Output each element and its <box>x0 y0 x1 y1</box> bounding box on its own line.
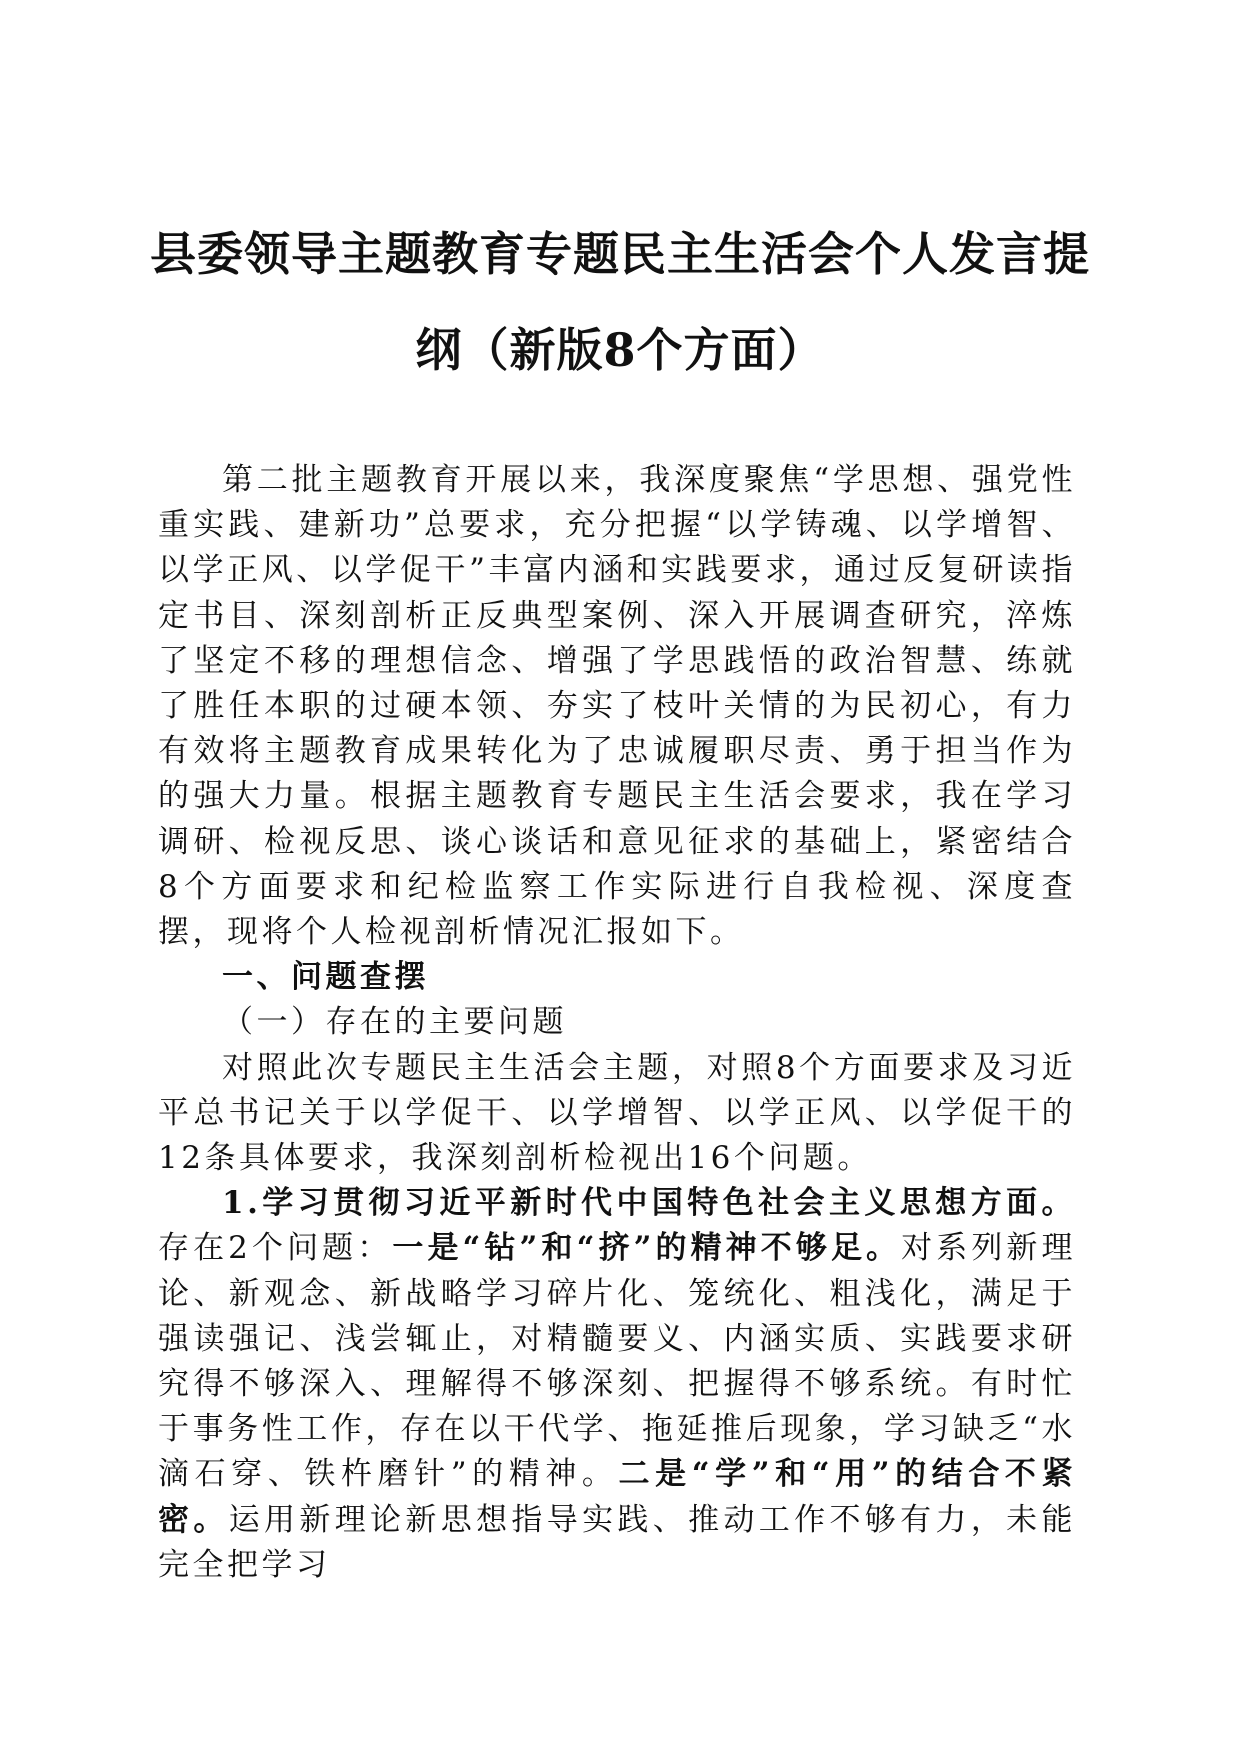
document-title-line-1: 县委领导主题教育专题民主生活会个人发言提 <box>150 227 1090 281</box>
subsection-heading-main-problems: （一）存在的主要问题 <box>222 1004 567 1041</box>
item-1-text-a: 存在2个问题： <box>158 1230 393 1267</box>
item-1-text-b: 对系列新理论、新观念、新战略学习碎片化、笼统化、粗浅化，满足于强读强记、浅尝辄止，对精髓要义、内涵实质、实践要求研究得不够深入、理解得不够深刻、把握得不够系统。有时忙于事务性工作，存在以干代学、拖延推后现象，学习缺乏“水滴石穿、铁杵磨针”的精神。 <box>158 1230 1077 1493</box>
item-1-paragraph <box>158 1181 1076 1588</box>
item-1-text-c: 运用新理论新思想指导实践、推动工作不够有力，未能完全把学习 <box>158 1501 1077 1583</box>
intro-paragraph: 第二批主题教育开展以来，我深度聚焦“学思想、强党性重实践、建新功”总要求，充分把握“以学铸魂、以学增智、以学正风、以学促干”丰富内涵和实践要求，通过反复研读指定书目、深刻剖析正反典型案例、深入开展调查研究，淬炼了坚定不移的理想信念、增强了学思践悟的政治智慧、练就了胜任本职的过硬本领、夯实了枝叶关情的为民初心，有力有效将主题教育成果转化为了忠诚履职尽责、勇于担当作为的强大力量。根据主题教育专题民主生活会要求，我在学习调研、检视反思、谈心谈话和意见征求的基础上，紧密结合8个方面要求和纪检监察工作实际进行自我检视、深度查摆，现将个人检视剖析情况汇报如下。 <box>158 462 1076 951</box>
document-title-line-2: 纲（新版8个方面） <box>415 323 825 377</box>
section-heading-problems: 一、问题查摆 <box>222 959 429 996</box>
item-1-point-2: 二是“学”和“用”的结合不紧密。 <box>158 1456 1076 1538</box>
item-1-point-1: 一是“钻”和“挤”的精神不够足。 <box>392 1230 902 1267</box>
item-1-lead: 1.学习贯彻习近平新时代中国特色社会主义思想方面。 <box>222 1185 1076 1222</box>
document-body <box>158 458 1076 1588</box>
subsection-paragraph: 对照此次专题民主生活会主题，对照8个方面要求及习近平总书记关于以学促干、以学增智、以学正风、以学促干的12条具体要求，我深刻剖析检视出16个问题。 <box>158 1049 1076 1177</box>
